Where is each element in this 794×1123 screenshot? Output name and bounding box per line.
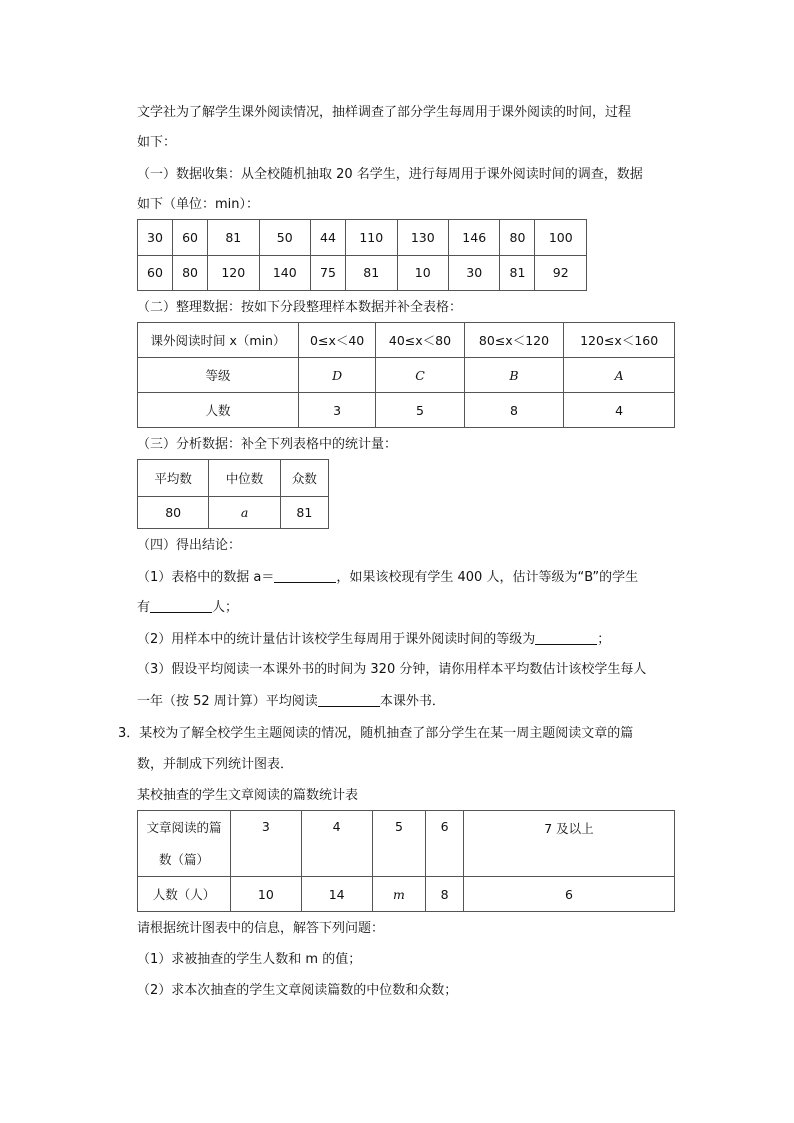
table-cell: 146 bbox=[448, 220, 499, 256]
table-cell: 5 bbox=[376, 393, 464, 428]
table-cell: 60 bbox=[138, 255, 173, 291]
table-cell: 0≤x＜40 bbox=[299, 323, 376, 358]
step3-line: （三）分析数据：补全下列表格中的统计量： bbox=[137, 437, 398, 452]
answer-blank[interactable] bbox=[274, 568, 336, 583]
table-cell: 44 bbox=[311, 220, 346, 256]
question-text: ； bbox=[597, 632, 611, 647]
table-cell: 80 bbox=[138, 497, 209, 529]
question-3-line-1: （3）假设平均阅读一本课外书的时间为 320 分钟，请你用样本平均数估计该校学生每人 bbox=[137, 662, 647, 677]
table-header-cell bbox=[138, 811, 231, 877]
table-cell: 等级 bbox=[138, 358, 299, 393]
table-row bbox=[138, 358, 675, 393]
table-row bbox=[138, 460, 329, 497]
table-cell: 80≤x＜120 bbox=[464, 323, 564, 358]
table-cell: 92 bbox=[535, 255, 587, 291]
table-cell: 80 bbox=[500, 220, 535, 256]
table-row bbox=[138, 255, 587, 291]
step2-line: （二）整理数据：按如下分段整理样本数据并补全表格： bbox=[137, 300, 463, 315]
question-text: 本课外书． bbox=[379, 694, 445, 709]
article-count-table bbox=[137, 810, 675, 912]
table-cell: 81 bbox=[500, 255, 535, 291]
table-cell: 人数 bbox=[138, 393, 299, 428]
table-cell: 30 bbox=[138, 220, 173, 256]
raw-data-table bbox=[137, 219, 587, 291]
step1-line-1: （一）数据收集：从全校随机抽取 20 名学生，进行每周用于课外阅读时间的调查，数据 bbox=[137, 167, 643, 182]
table-cell: a bbox=[209, 497, 280, 529]
table-cell: 6 bbox=[463, 877, 674, 912]
table-cell: 81 bbox=[346, 255, 397, 291]
table-row bbox=[138, 220, 587, 256]
header-text: 数（篇） bbox=[158, 851, 209, 867]
table-cell: 75 bbox=[311, 255, 346, 291]
question-2 bbox=[137, 630, 610, 649]
intro-line-2: 如下： bbox=[137, 135, 177, 150]
table-cell: 30 bbox=[448, 255, 499, 291]
table-cell: 3 bbox=[299, 393, 376, 428]
table-cell: 8 bbox=[426, 877, 463, 912]
table-cell: 140 bbox=[259, 255, 310, 291]
question-text: 有 bbox=[137, 600, 151, 615]
tail-line-1: 请根据统计图表中的信息，解答下列问题： bbox=[137, 921, 385, 936]
table-cell: 人数（人） bbox=[138, 877, 231, 912]
table-cell: 100 bbox=[535, 220, 587, 256]
table-cell: 14 bbox=[301, 877, 372, 912]
table-cell: 110 bbox=[346, 220, 397, 256]
question-text: （1）表格中的数据 a＝ bbox=[137, 570, 275, 585]
table-cell: 中位数 bbox=[209, 460, 280, 497]
table-cell: 10 bbox=[231, 877, 302, 912]
table-cell: 120≤x＜160 bbox=[564, 323, 675, 358]
table-cell: 6 bbox=[426, 811, 463, 877]
question-text: 一年（按 52 周计算）平均阅读 bbox=[137, 694, 318, 709]
table-cell: 81 bbox=[208, 220, 259, 256]
table-cell: 众数 bbox=[280, 460, 328, 497]
table-row bbox=[138, 323, 675, 358]
question-text: ，如果该校现有学生 400 人，估计等级为“B”的学生 bbox=[336, 570, 639, 585]
table-cell: 5 bbox=[372, 811, 426, 877]
table-cell: 平均数 bbox=[138, 460, 209, 497]
question-3-line-2 bbox=[137, 692, 445, 711]
header-text: 文章阅读的篇 bbox=[146, 819, 222, 835]
table-cell: 10 bbox=[397, 255, 448, 291]
table-cell: C bbox=[376, 358, 464, 393]
table-cell: 3 bbox=[231, 811, 302, 877]
answer-blank[interactable] bbox=[318, 692, 380, 707]
problem-3-line-2: 数，并制成下列统计图表． bbox=[137, 757, 294, 772]
table-row bbox=[138, 877, 675, 912]
step4-line: （四）得出结论： bbox=[137, 538, 242, 553]
table-cell: 课外阅读时间 x（min） bbox=[138, 323, 299, 358]
answer-blank[interactable] bbox=[150, 598, 212, 613]
table-row bbox=[138, 497, 329, 529]
table-cell: 130 bbox=[397, 220, 448, 256]
table-cell: B bbox=[464, 358, 564, 393]
table-cell: 4 bbox=[564, 393, 675, 428]
table-row bbox=[138, 811, 675, 877]
table-cell: 80 bbox=[173, 255, 208, 291]
intro-line-1: 文学社为了解学生课外阅读情况，抽样调查了部分学生每周用于课外阅读的时间，过程 bbox=[137, 105, 632, 120]
table-cell: 8 bbox=[464, 393, 564, 428]
table-cell: 50 bbox=[259, 220, 310, 256]
tail-line-2: （1）求被抽查的学生人数和 m 的值； bbox=[137, 952, 362, 967]
table-caption: 某校抽查的学生文章阅读的篇数统计表 bbox=[137, 788, 359, 803]
table-cell: m bbox=[372, 877, 426, 912]
table-cell: 60 bbox=[173, 220, 208, 256]
question-1-line-2 bbox=[137, 598, 238, 617]
table-row bbox=[138, 393, 675, 428]
table-cell: 7 及以上 bbox=[463, 811, 674, 877]
question-text: （2）用样本中的统计量估计该校学生每周用于课外阅读时间的等级为 bbox=[137, 632, 536, 647]
grouping-table bbox=[137, 322, 675, 428]
table-cell: 81 bbox=[280, 497, 328, 529]
answer-blank[interactable] bbox=[535, 630, 597, 645]
question-text: 人； bbox=[212, 600, 239, 615]
tail-line-3: （2）求本次抽查的学生文章阅读篇数的中位数和众数； bbox=[137, 983, 458, 998]
table-cell: 40≤x＜80 bbox=[376, 323, 464, 358]
step1-line-2: 如下（单位：min）： bbox=[137, 197, 260, 212]
problem-3-line-1: 3．某校为了解全校学生主题阅读的情况，随机抽查了部分学生在某一周主题阅读文章的篇 bbox=[118, 726, 634, 741]
table-cell: A bbox=[564, 358, 675, 393]
stats-table bbox=[137, 459, 329, 529]
question-1-line-1 bbox=[137, 568, 638, 587]
table-cell: 120 bbox=[208, 255, 259, 291]
table-cell: 4 bbox=[301, 811, 372, 877]
table-cell: D bbox=[299, 358, 376, 393]
